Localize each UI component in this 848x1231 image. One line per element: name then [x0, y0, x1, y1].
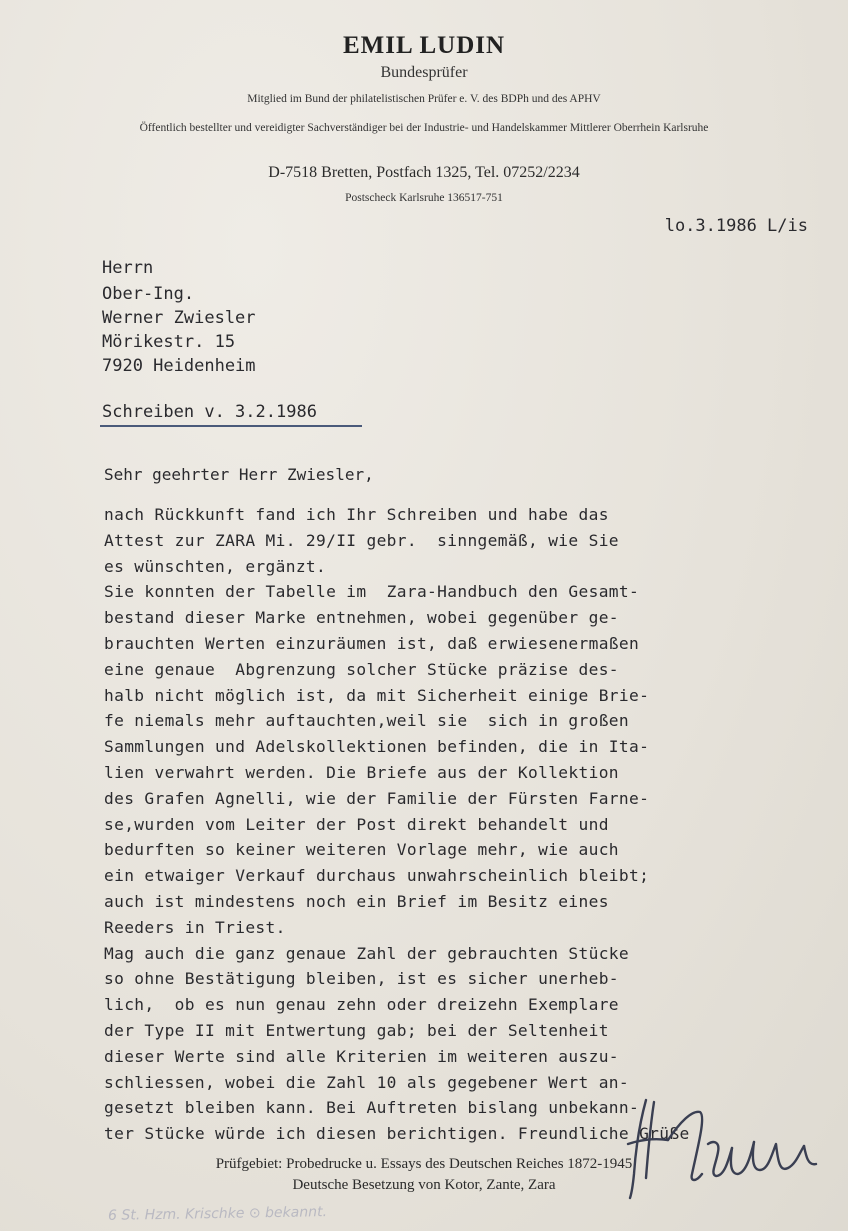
- body-line: des Grafen Agnelli, wie der Familie der Fürsten Farne-: [104, 788, 650, 808]
- handwritten-signature: [610, 1082, 840, 1212]
- recipient-street: Mörikestr. 15: [102, 332, 236, 352]
- body-line: fe niemals mehr auftauchten,weil sie sich in großen: [104, 711, 629, 731]
- body-line: lien verwahrt werden. Die Briefe aus der Kollektion: [104, 762, 619, 782]
- letterhead-name: EMIL LUDIN: [342, 32, 506, 59]
- body-line: Sammlungen und Adelskollektionen befinden, die in Ita-: [104, 737, 650, 757]
- letterhead-sworn-expert: Öffentlich bestellter und vereidigter Sachverständiger bei der Industrie- und Handelskammer Mittlerer Oberrhein Karlsruhe: [139, 122, 709, 134]
- body-line: ein etwaiger Verkauf durchaus unwahrscheinlich bleibt;: [104, 866, 650, 886]
- body-line: Mag auch die ganz genaue Zahl der gebrauchten Stücke: [104, 943, 629, 963]
- body-line: Reeders in Triest.: [104, 917, 286, 937]
- body-line: so ohne Bestätigung bleiben, ist es sicher unerheb-: [104, 969, 619, 989]
- letterhead-postscheck: Postscheck Karlsruhe 136517-751: [345, 192, 503, 204]
- body-line: brauchten Werten einzuräumen ist, daß erwiesenermaßen: [104, 633, 640, 653]
- body-line: gesetzt bleiben kann. Bei Auftreten bislang unbekann-: [104, 1098, 640, 1118]
- footer-occupation-area: Deutsche Besetzung von Kotor, Zante, Zara: [292, 1177, 556, 1193]
- recipient-name: Werner Zwiesler: [102, 308, 256, 328]
- recipient-title: Ober-Ing.: [102, 284, 195, 304]
- letter-body: [104, 502, 690, 1147]
- body-line: schliessen, wobei die Zahl 10 als gegebener Wert an-: [104, 1072, 629, 1092]
- letterhead-address: D-7518 Bretten, Postfach 1325, Tel. 07252/2234: [268, 164, 580, 181]
- body-line: ter Stücke würde ich diesen berichtigen. Freundliche Grüße: [104, 1124, 690, 1144]
- body-line: eine genaue Abgrenzung solcher Stücke präzise des-: [104, 659, 619, 679]
- body-line: halb nicht möglich ist, da mit Sicherheit einige Brie-: [104, 685, 650, 705]
- body-line: se,wurden vom Leiter der Post direkt behandelt und: [104, 814, 609, 834]
- body-line: Sie konnten der Tabelle im Zara-Handbuch den Gesamt-: [104, 582, 640, 602]
- letterhead-title: Bundesprüfer: [380, 64, 468, 81]
- letter-salutation: Sehr geehrter Herr Zwiesler,: [104, 465, 374, 484]
- body-line: bestand dieser Marke entnehmen, wobei gegenüber ge-: [104, 608, 619, 628]
- body-line: Attest zur ZARA Mi. 29/II gebr. sinngemäß, wie Sie: [104, 530, 619, 550]
- body-line: bedurften so keiner weiteren Vorlage mehr, wie auch: [104, 840, 619, 860]
- body-line: lich, ob es nun genau zehn oder dreizehn Exemplare: [104, 995, 619, 1015]
- subject-underline: [100, 425, 362, 427]
- letterhead-membership: Mitglied im Bund der philatelistischen Prüfer e. V. des BDPh und des APHV: [247, 93, 601, 105]
- pencil-annotation: 6 St. Hzm. Krischke ⊙ bekannt.: [107, 1204, 328, 1224]
- recipient-salutation: Herrn: [102, 258, 154, 278]
- date-reference: lo.3.1986 L/is: [664, 216, 808, 236]
- body-line: nach Rückkunft fand ich Ihr Schreiben und habe das: [104, 505, 609, 524]
- subject-line: Schreiben v. 3.2.1986: [102, 402, 317, 422]
- body-line: auch ist mindestens noch ein Brief im Besitz eines: [104, 891, 609, 911]
- body-line: dieser Werte sind alle Kriterien im weiteren auszu-: [104, 1046, 619, 1066]
- footer-expertise-area: Prüfgebiet: Probedrucke u. Essays des Deutschen Reiches 1872-1945: [215, 1156, 633, 1172]
- body-line: der Type II mit Entwertung gab; bei der Seltenheit: [104, 1020, 609, 1040]
- recipient-city: 7920 Heidenheim: [102, 356, 256, 376]
- body-line: es wünschten, ergänzt.: [104, 556, 327, 576]
